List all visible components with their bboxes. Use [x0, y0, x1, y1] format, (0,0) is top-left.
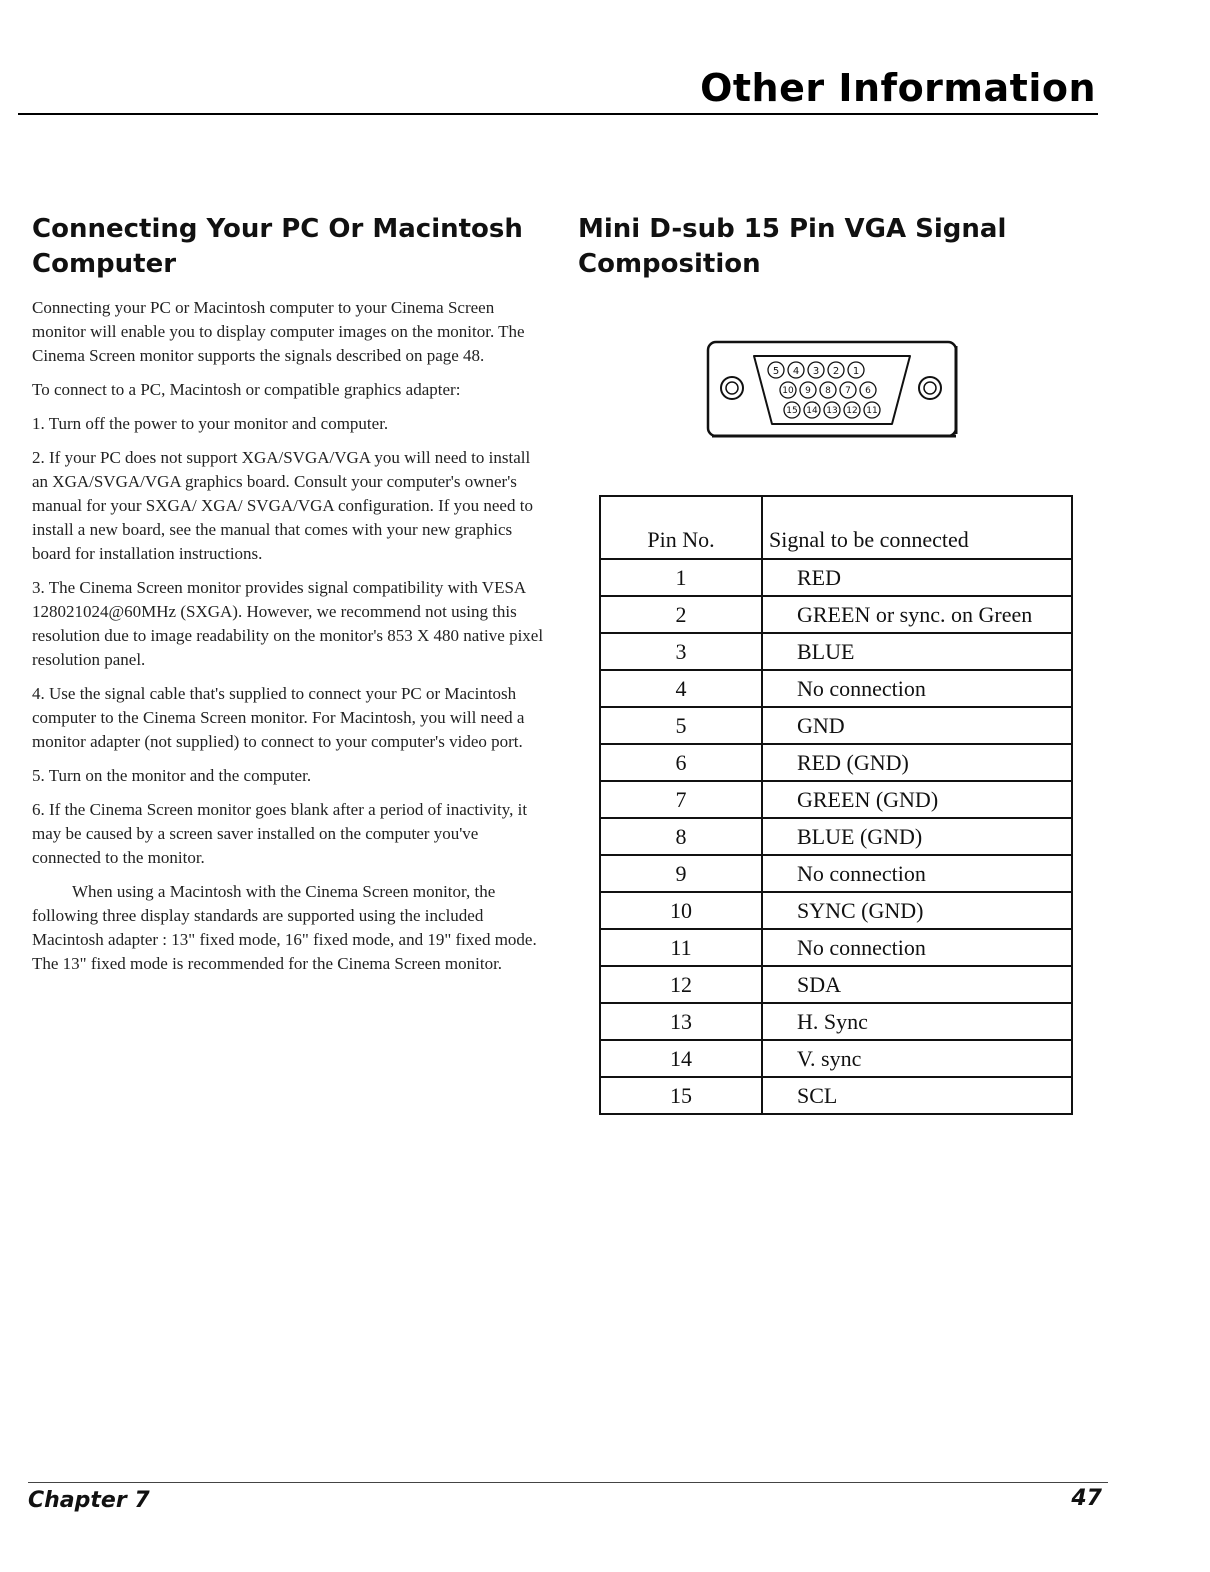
intro-paragraph: Connecting your PC or Macintosh computer to your Cinema Screen monitor will enable you to display computer images on the monitor. The Cinema Screen monitor supports the signals described on page 48.	[32, 298, 525, 365]
table-row	[600, 596, 1072, 633]
signal-cell: H. Sync	[762, 1003, 1072, 1040]
right-column	[578, 212, 1098, 296]
footer-page-number: 47	[1071, 1486, 1102, 1511]
pin-number-cell: 5	[600, 707, 762, 744]
pin-label: 7	[845, 386, 851, 396]
table-row	[600, 892, 1072, 929]
pin-number-cell: 10	[600, 892, 762, 929]
left-column	[32, 212, 547, 986]
signal-cell: RED	[762, 559, 1072, 596]
step-5: 5. Turn on the monitor and the computer.	[32, 766, 312, 785]
table-row	[600, 1040, 1072, 1077]
table-row	[600, 966, 1072, 1003]
pin-label: 3	[812, 366, 820, 377]
pin-label: 15	[786, 406, 798, 416]
pin-label: 12	[846, 406, 858, 416]
table-row	[600, 633, 1072, 670]
pin-number-cell: 3	[600, 633, 762, 670]
header-pin-no: Pin No.	[600, 496, 762, 559]
signal-cell: No connection	[762, 929, 1072, 966]
signal-cell: BLUE	[762, 633, 1072, 670]
pin-label: 13	[826, 406, 838, 416]
signal-cell: No connection	[762, 855, 1072, 892]
signal-cell: BLUE (GND)	[762, 818, 1072, 855]
pin-label: 2	[832, 366, 840, 377]
table-row	[600, 781, 1072, 818]
table-row	[600, 929, 1072, 966]
signal-cell: No connection	[762, 670, 1072, 707]
signal-cell: SCL	[762, 1077, 1072, 1114]
page-header-title: Other Information	[700, 66, 1096, 110]
table-row	[600, 559, 1072, 596]
step-6: 6. If the Cinema Screen monitor goes blank after a period of inactivity, it may be caused by a screen saver installed on the computer you've connected to the monitor.	[32, 800, 528, 867]
macintosh-note: When using a Macintosh with the Cinema Screen monitor, the following three display standards are supported using the included Macintosh adapter : 13" fixed mode, 16" fixed mode, and 19" fixed mode. The 13" fixed mode is recommended for the Cinema Screen monitor.	[32, 882, 537, 973]
pin-label: 10	[782, 386, 794, 396]
section-heading-connecting: Connecting Your PC Or Macintosh Computer	[32, 214, 523, 279]
pin-number-cell: 15	[600, 1077, 762, 1114]
pin-signal-table	[599, 495, 1073, 1115]
table-body	[600, 559, 1072, 1114]
signal-cell: SYNC (GND)	[762, 892, 1072, 929]
lead-paragraph: To connect to a PC, Macintosh or compatible graphics adapter:	[32, 380, 461, 399]
pin-number-cell: 9	[600, 855, 762, 892]
pin-number-cell: 8	[600, 818, 762, 855]
vga-connector-icon	[706, 340, 960, 440]
table-row	[600, 1077, 1072, 1114]
pin-number-cell: 1	[600, 559, 762, 596]
signal-cell: GND	[762, 707, 1072, 744]
table-row	[600, 670, 1072, 707]
pin-label: 1	[852, 366, 860, 377]
step-1: 1. Turn off the power to your monitor and computer.	[32, 414, 389, 433]
vga-connector-diagram	[706, 340, 960, 440]
pin-number-cell: 14	[600, 1040, 762, 1077]
table-row	[600, 744, 1072, 781]
signal-cell: GREEN or sync. on Green	[762, 596, 1072, 633]
pin-number-cell: 11	[600, 929, 762, 966]
table-row	[600, 1003, 1072, 1040]
signal-cell: GREEN (GND)	[762, 781, 1072, 818]
table-row	[600, 855, 1072, 892]
table-header-row	[600, 496, 1072, 559]
pin-label: 14	[806, 406, 818, 416]
step-4: 4. Use the signal cable that's supplied to connect your PC or Macintosh computer to the Cinema Screen monitor. For Macintosh, you will need a monitor adapter (not supplied) to connect to your computer's video port.	[32, 684, 525, 751]
signal-cell: SDA	[762, 966, 1072, 1003]
header-rule	[18, 113, 1098, 115]
pin-label: 8	[825, 386, 831, 396]
step-2: 2. If your PC does not support XGA/SVGA/VGA you will need to install an XGA/SVGA/VGA graphics board. Consult your computer's owner's manual for your SXGA/ XGA/ SVGA/VGA configuration. If you need to install a new board, see the manual that comes with your new graphics board for installation instructions.	[32, 448, 533, 563]
pin-number-cell: 12	[600, 966, 762, 1003]
pin-label: 11	[866, 406, 878, 416]
pin-number-cell: 6	[600, 744, 762, 781]
pin-number-cell: 4	[600, 670, 762, 707]
table-row	[600, 707, 1072, 744]
pin-label: 6	[865, 386, 871, 396]
header-signal: Signal to be connected	[762, 496, 1072, 559]
signal-cell: V. sync	[762, 1040, 1072, 1077]
pin-number-cell: 2	[600, 596, 762, 633]
pin-label: 4	[792, 366, 800, 377]
section-heading-vga: Mini D-sub 15 Pin VGA Signal Composition	[578, 214, 1007, 279]
step-3: 3. The Cinema Screen monitor provides signal compatibility with VESA 128021024@60MHz (SXGA). However, we recommend not using this resolution due to image readability on the monitor's 853 X 480 native pixel resolution panel.	[32, 578, 544, 669]
pin-number-cell: 7	[600, 781, 762, 818]
table-row	[600, 818, 1072, 855]
pin-label: 5	[772, 366, 780, 377]
footer-chapter: Chapter 7	[28, 1488, 150, 1513]
signal-cell: RED (GND)	[762, 744, 1072, 781]
footer-rule	[28, 1482, 1108, 1483]
pin-label: 9	[805, 386, 811, 396]
pin-number-cell: 13	[600, 1003, 762, 1040]
